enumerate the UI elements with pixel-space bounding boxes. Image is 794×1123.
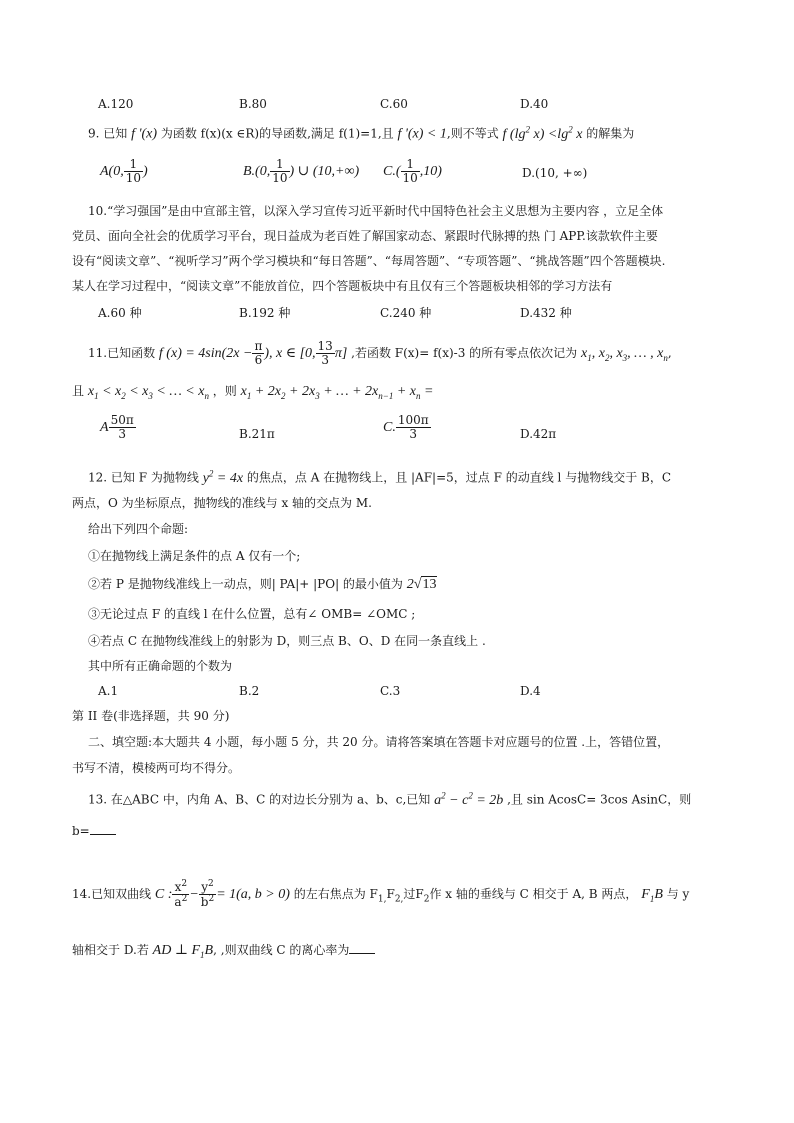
q11-line-2: 且 $x_1 < x_2 < x_3$ < … < $x_n$ ，则 $x_1 + 2x_2 + 2x_3$ + … + $2x_{n-1} + x_n$ = (72, 384, 434, 401)
q12-proposition-2: ②若 P 是抛物线准线上一动点，则| PA|+ |PO| 的最小值为 2√13 (88, 577, 437, 592)
q13-answer-blank (90, 822, 116, 835)
q8-option-b: B.80 (239, 97, 267, 111)
q11-stem: 11.已知函数 f (x) = 4sin(2x − $\frac{\pi}{6}$ ), x ∈ [0, $\frac{13}{3}$ π] ,若函数 F(x)= f(x)-3 的所有零点依次记为 $x_1$, $x_2$, $x_3$, … , $x_n$, (88, 339, 672, 368)
q12-question: 其中所有正确命题的个数为 (88, 659, 233, 673)
q10-option-b: B.192 种 (239, 306, 291, 320)
q12-option-b: B.2 (239, 684, 260, 698)
q11-option-b: B.21π (239, 427, 275, 441)
q12-proposition-1: ①在抛物线上满足条件的点 A 仅有一个; (88, 549, 301, 563)
q10-line-1: 10.“学习强国”是由中宣部主管，以深入学习宣传习近平新时代中国特色社会主义思想为主要内容 ，立足全体 (88, 204, 664, 218)
q10-option-c: C.240 种 (380, 306, 432, 320)
q14-line-1: 14.已知双曲线 C : $\frac{x^2}{a^2}$ − $\frac{y^2}{b^2}$ = 1(a, b > 0) 的左右焦点为 $F_{1,}F_{2,}$过$F_2$作 x 轴的垂线与 C 相交于 A, B 两点， $F_1B$ 与 y (72, 879, 690, 910)
part2-instructions-1: 二、填空题:本大题共 4 小题，每小题 5 分，共 20 分。请将答案填在答题卡对应题号的位置 .上，答错位置， (88, 735, 670, 749)
q11-option-d: D.42π (520, 427, 557, 441)
q10-line-2: 党员、面向全社会的优质学习平台，现日益成为老百姓了解国家动态、紧跟时代脉搏的热 门 APP.该款软件主要 (72, 229, 658, 243)
q11-option-c: C. $\frac{100\pi}{3}$ (383, 413, 429, 442)
q12-line-3: 给出下列四个命题: (88, 522, 189, 536)
q13-line-1: 13. 在△ABC 中，内角 A、B、C 的对边长分别为 a、b、c,已知 $a^2 - c^2 = 2b$ ,且 sin AcosC= 3cos AsinC，则 (88, 790, 692, 808)
part2-title: 第 II 卷(非选择题，共 90 分) (72, 709, 230, 723)
q10-option-a: A.60 种 (98, 306, 142, 320)
q12-proposition-4: ④若点 C 在抛物线准线上的射影为 D，则三点 B、O、D 在同一条直线上 . (88, 634, 486, 648)
q10-line-4: 某人在学习过程中，“阅读文章”不能放首位，四个答题板块中有且仅有三个答题板块相邻的学习方法有 (72, 279, 613, 293)
q14-answer-blank (349, 941, 375, 954)
q8-option-a: A.120 (98, 97, 134, 111)
q14-line-2: 轴相交于 D.若 AD ⊥ $F_1B$, ,则双曲线 C 的离心率为 (72, 941, 375, 961)
part2-instructions-2: 书写不清，模棱两可均不得分。 (72, 761, 241, 775)
q10-line-3: 设有“阅读文章”、“视听学习”两个学习模块和“每日答题”、“每周答题”、“专项答题”、“挑战答题”四个答题模块. (72, 254, 666, 268)
q13-line-2: b= (72, 822, 116, 838)
q10-option-d: D.432 种 (520, 306, 572, 320)
q9-stem: 9. 已知 f '(x) 为函数 f(x)(x ∈R)的导函数,满足 f(1)=1,且 f '(x) < 1,则不等式 f ($\lg^2$ $x) <\lg^2$ x 的解集为 (88, 124, 635, 142)
q9-option-c: C.( $\frac{1}{10}$ ,10) (383, 157, 442, 186)
q11-option-a: A $\frac{50\pi}{3}$ (100, 413, 134, 442)
q9-option-a: A(0, $\frac{1}{10}$ ) (100, 157, 148, 186)
q12-line-2: 两点，O 为坐标原点，抛物线的准线与 x 轴的交点为 M. (72, 496, 372, 510)
q12-line-1: 12. 已知 F 为抛物线 $y^2 = 4x$ 的焦点，点 A 在抛物线上，且 |AF|=5，过点 F 的动直线 l 与抛物线交于 B，C (88, 468, 672, 486)
q12-option-d: D.4 (520, 684, 541, 698)
q9-option-d: D.(10, +∞) (522, 166, 588, 180)
q12-option-c: C.3 (380, 684, 401, 698)
q12-proposition-3: ③无论过点 F 的直线 l 在什么位置，总有∠ OMB= ∠OMC ; (88, 607, 416, 621)
q9-option-b: B.(0, $\frac{1}{10}$ ) ∪ (10,+∞) (243, 157, 360, 186)
q8-option-d: D.40 (520, 97, 549, 111)
q8-option-c: C.60 (380, 97, 408, 111)
q12-option-a: A.1 (98, 684, 119, 698)
